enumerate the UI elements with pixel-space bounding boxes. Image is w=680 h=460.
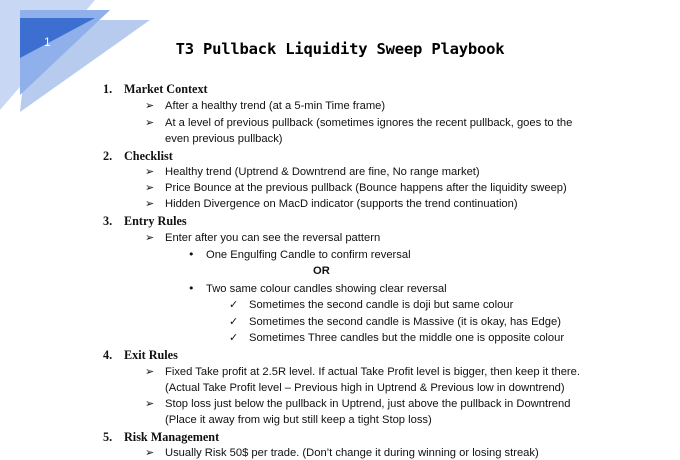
list-item: At a level of previous pullback (sometimes ignores the recent pullback, goes to the: [165, 117, 573, 129]
list-item: Healthy trend (Uptrend & Downtrend are fine, No range market): [165, 166, 480, 178]
list-item: One Engulfing Candle to confirm reversal: [206, 249, 411, 261]
section-heading-exit-rules: Exit Rules: [124, 348, 178, 362]
arrow-bullet-icon: ➢: [145, 365, 155, 378]
section-number: 2.: [103, 149, 113, 163]
arrow-bullet-icon: ➢: [145, 116, 155, 129]
list-item: Hidden Divergence on MacD indicator (supports the trend continuation): [165, 198, 518, 210]
page-title: T3 Pullback Liquidity Sweep Playbook: [175, 40, 505, 58]
list-item: Stop loss just below the pullback in Uptrend, just above the pullback in Downtrend: [165, 398, 571, 410]
section-heading-market-context: Market Context: [124, 82, 208, 96]
list-item-continuation: (Place it away from wig but still keep a tight Stop loss): [165, 414, 432, 426]
section-number: 4.: [103, 348, 113, 362]
dot-bullet-icon: •: [188, 248, 195, 261]
list-item: Fixed Take profit at 2.5R level. If actual Take Profit level is bigger, then keep it there.: [165, 366, 580, 378]
arrow-bullet-icon: ➢: [145, 397, 155, 410]
page-number: 1: [44, 35, 51, 49]
list-item-continuation: even previous pullback): [165, 133, 283, 145]
or-separator: OR: [313, 265, 330, 277]
arrow-bullet-icon: ➢: [145, 99, 155, 112]
list-item: Price Bounce at the previous pullback (Bounce happens after the liquidity sweep): [165, 182, 567, 194]
section-heading-entry-rules: Entry Rules: [124, 214, 187, 228]
section-heading-checklist: Checklist: [124, 149, 173, 163]
arrow-bullet-icon: ➢: [145, 446, 155, 459]
section-heading-risk-management: Risk Management: [124, 430, 220, 444]
arrow-bullet-icon: ➢: [145, 197, 155, 210]
arrow-bullet-icon: ➢: [145, 165, 155, 178]
arrow-bullet-icon: ➢: [145, 231, 155, 244]
section-number: 5.: [103, 430, 113, 444]
checkmark-icon: ✓: [229, 315, 239, 328]
dot-bullet-icon: •: [188, 282, 195, 295]
list-item: Usually Risk 50$ per trade. (Don’t change it during winning or losing streak): [165, 447, 539, 459]
list-item: Two same colour candles showing clear reversal: [206, 283, 447, 295]
checkmark-icon: ✓: [229, 298, 239, 311]
list-item: Sometimes the second candle is doji but same colour: [249, 299, 514, 311]
list-item: Enter after you can see the reversal pattern: [165, 232, 381, 244]
list-item: Sometimes Three candles but the middle one is opposite colour: [249, 332, 565, 344]
list-item: Sometimes the second candle is Massive (it is okay, has Edge): [249, 316, 561, 328]
list-item: After a healthy trend (at a 5-min Time frame): [165, 100, 386, 112]
list-item-continuation: (Actual Take Profit level – Previous high in Uptrend & Previous low in downtrend): [165, 382, 565, 394]
arrow-bullet-icon: ➢: [145, 181, 155, 194]
checkmark-icon: ✓: [229, 331, 239, 344]
section-number: 1.: [103, 82, 113, 96]
section-number: 3.: [103, 214, 113, 228]
